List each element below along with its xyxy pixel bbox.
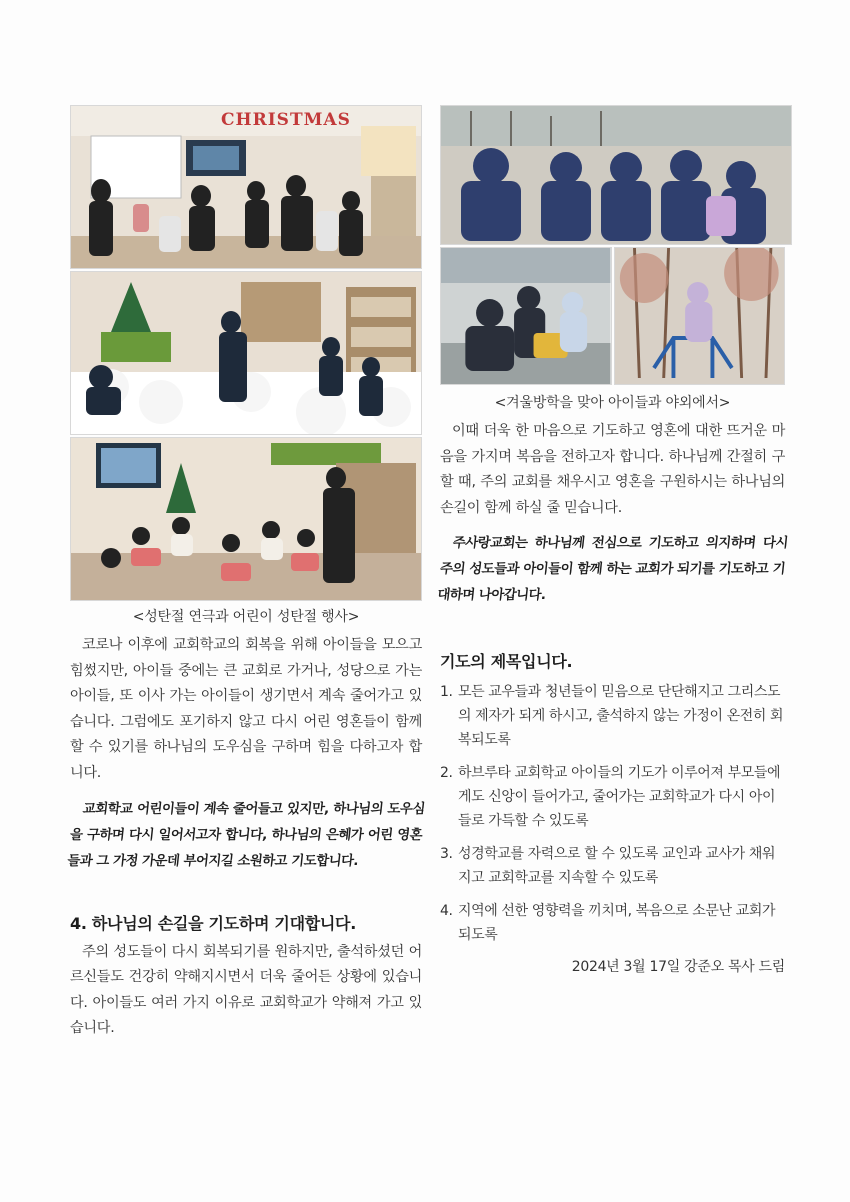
right-handwritten-note: 주사랑교회는 하나님께 전심으로 기도하고 의지하며 다시 주의 성도들과 아이들이 함께 하는 교회가 되기를 기도하고 기대하며 나아갑니다. bbox=[436, 536, 789, 604]
prayer-number: 4. bbox=[440, 903, 453, 920]
left-paragraph-1: 코로나 이후에 교회학교의 회복을 위해 아이들을 모으고 힘썼지만, 아이들 중에는 큰 교회로 가거나, 성당으로 가는 아이들, 또 이사 가는 아이들이 생기면서 계속 줄어가고 있습니다. 그럼에도 포기하지 않고 다시 어린 영혼들이 함께 할 수 있기를 하나님의 도우심을 구하며 힘을 다하고자 합니다. bbox=[70, 637, 422, 781]
christmas-event-photo-icon bbox=[71, 438, 421, 600]
prayer-number: 3. bbox=[440, 846, 453, 863]
prayer-text: 성경학교를 자력으로 할 수 있도록 교인과 교사가 채워지고 교회학교를 지속할 수 있도록 bbox=[458, 846, 776, 887]
prayer-number: 1. bbox=[440, 684, 453, 701]
photo-snow-play bbox=[70, 271, 422, 435]
left-column bbox=[66, 105, 426, 1042]
prayer-text: 하브루타 교회학교 아이들의 기도가 이루어져 부모들에게도 신앙이 들어가고, 줄어가는 교회학교가 다시 아이들로 가득할 수 있도록 bbox=[458, 765, 781, 830]
photo-christmas-event bbox=[70, 437, 422, 601]
classroom-photo-icon bbox=[71, 106, 421, 268]
prayer-list bbox=[440, 680, 785, 947]
prayer-text: 지역에 선한 영향력을 끼치며, 복음으로 소문난 교회가 되도록 bbox=[458, 903, 776, 944]
christmas-banner: CHRISTMAS bbox=[221, 110, 351, 130]
caption-right-photos: <겨울방학을 맞아 아이들과 야외에서> bbox=[494, 395, 731, 411]
prayer-item bbox=[440, 680, 785, 752]
prayer-text: 모든 교우들과 청년들이 믿음으로 단단해지고 그리스도의 제자가 되게 하시고, 출석하지 않는 가정이 온전히 회복되도록 bbox=[458, 684, 784, 749]
signature-line: 2024년 3월 17일 강준오 목사 드림 bbox=[571, 959, 785, 976]
right-column bbox=[436, 105, 789, 976]
prayer-number: 2. bbox=[440, 765, 453, 782]
photo-christmas-play bbox=[70, 105, 422, 269]
playground-photo-icon bbox=[441, 248, 611, 384]
photo-park-trees bbox=[614, 247, 786, 385]
caption-left-photos: <성탄절 연극과 어린이 성탄절 행사> bbox=[132, 609, 360, 625]
section-4-title: 4. 하나님의 손길을 기도하며 기대합니다. bbox=[70, 913, 356, 933]
prayer-item bbox=[440, 842, 785, 890]
photo-row-outdoor bbox=[440, 247, 785, 385]
photo-outdoor-group bbox=[440, 105, 792, 245]
photo-playground-kids bbox=[440, 247, 612, 385]
prayer-section-title: 기도의 제목입니다. bbox=[440, 652, 573, 672]
right-paragraph-1: 이때 더욱 한 마음으로 기도하고 영혼에 대한 뜨거운 마음을 가지며 복음을 전하고자 합니다. 하나님께 간절히 구할 때, 주의 교회를 채우시고 영혼을 구원하시는 하나님의 손길이 함께 하실 줄 믿습니다. bbox=[440, 423, 785, 516]
prayer-item bbox=[440, 761, 785, 833]
left-handwritten-note: 교회학교 어린이들이 계속 줄어들고 있지만, 하나님의 도우심을 구하며 다시 일어서고자 합니다, 하나님의 은혜가 어린 영혼들과 그 가정 가운데 부어지길 소원하고 기도합니다. bbox=[66, 801, 426, 869]
snow-play-photo-icon bbox=[71, 272, 421, 434]
outdoor-group-photo-icon bbox=[441, 106, 791, 244]
prayer-item bbox=[440, 899, 785, 947]
left-paragraph-2: 주의 성도들이 다시 회복되기를 원하지만, 출석하셨던 어르신들도 건강히 약해지시면서 더욱 줄어든 상황에 있습니다. 아이들도 여러 가지 이유로 교회학교가 약해져 가고 있습니다. bbox=[70, 943, 422, 1037]
park-trees-photo-icon bbox=[615, 248, 785, 384]
